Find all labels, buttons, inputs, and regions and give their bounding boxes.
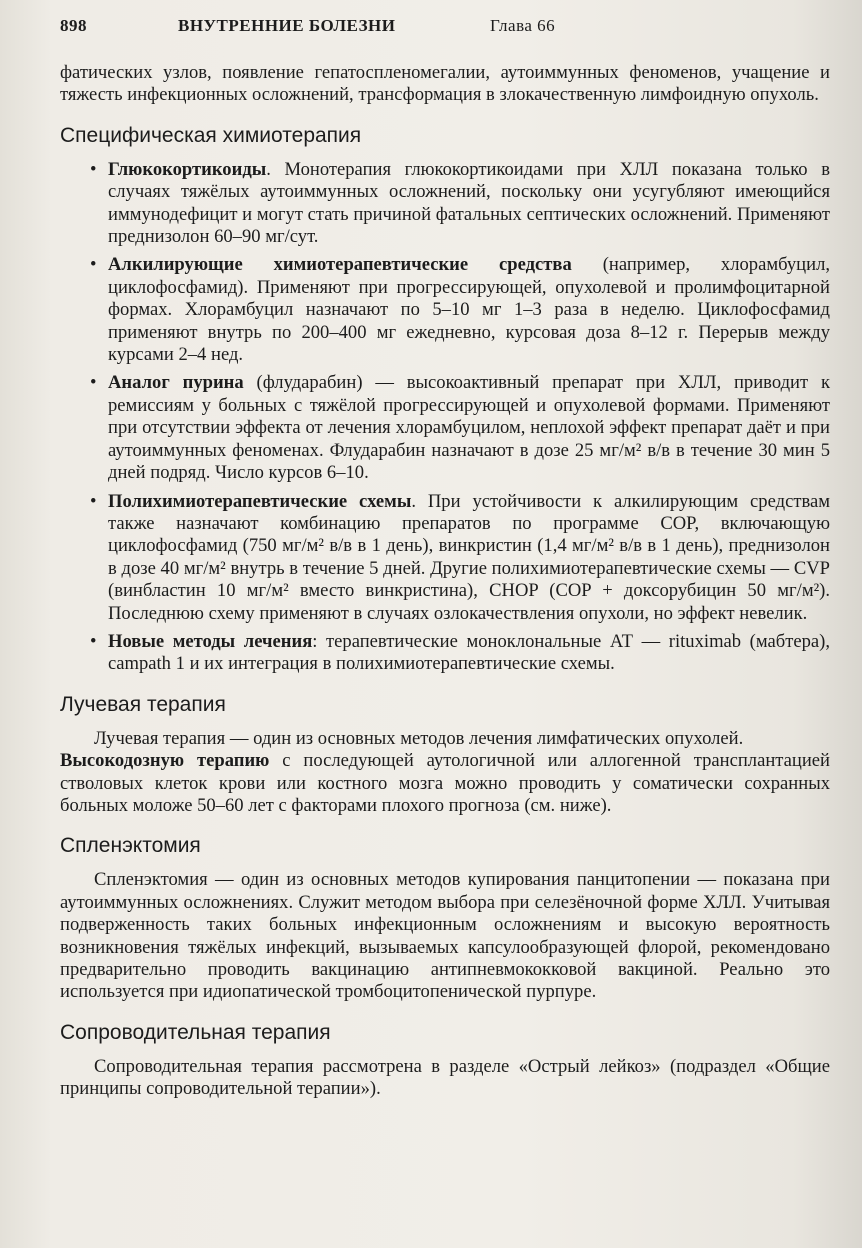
bullet-icon: • — [90, 490, 97, 512]
list-item — [60, 372, 830, 484]
item-text: . При устойчивости к алкилирующим средствам также назначают комбинацию препаратов по программе COP, включающую циклофосфамид (750 мг/м² в/в в 1 день), винкристин (1,4 мг/м² в/в в 1 день), преднизолон в дозе 40 мг/м² внутрь в течение 5 дней. Другие полихимиотерапевтические схемы — CVP (винбластин 10 мг/м² вместо винкристина), CHOP (COP + доксорубицин 50 мг/м²). Последнюю схему применяют в случаях озлокачествления опухоли, но эффект невелик. — [108, 490, 831, 624]
splenectomy-paragraph: Спленэктомия — один из основных методов купирования панцитопении — показана при аутоиммунных осложнениях. Служит методом выбора при селезёночной форме ХЛЛ. Учитывая подверженность таких больных инфекционным осложнениям и высокую вероятность возникновения тяжёлых инфекций, вызываемых капсулообразующей флорой, рекомендовано предварительно проводить вакцинацию антипневмококковой вакциной. Реально это используется при идиопатической тромбоцитопенической пурпуре. — [60, 869, 830, 1003]
section-title-supportive: Сопроводительная терапия — [60, 1020, 331, 1044]
item-term: Глюкокортикоиды — [108, 158, 267, 180]
list-item — [60, 491, 830, 625]
page-number: 898 — [60, 16, 87, 35]
intro-paragraph: фатических узлов, появление гепатоспленомегалии, аутоиммунных феноменов, учащение и тяжесть инфекционных осложнений, трансформация в злокачественную лимфоидную опухоль. — [60, 62, 830, 106]
bullet-icon: • — [90, 372, 97, 394]
page-body — [60, 62, 830, 1101]
list-item — [60, 159, 830, 249]
chapter-label: Глава 66 — [490, 16, 556, 35]
item-term: Новые методы лечения — [108, 630, 313, 652]
bullet-icon: • — [90, 158, 97, 180]
item-term: Аналог пурина — [108, 372, 244, 394]
item-text: (флударабин) — высокоактивный препарат при ХЛЛ, приводит к ремиссиям у больных с тяжёлой прогрессирующей и опухолевой формами. Применяют при отсутствии эффекта от лечения хлорамбуцилом, неплохой эффект препарат даёт и при аутоиммунных феноменах. Флударабин назначают в дозе 25 мг/м² в/в в течение 30 мин 5 дней подряд. Число курсов 6–10. — [108, 372, 830, 484]
chemotherapy-list — [60, 159, 830, 676]
section-title-splenectomy: Спленэктомия — [60, 834, 201, 858]
item-term: Полихимиотерапевтические схемы — [108, 490, 412, 512]
list-item — [60, 254, 830, 366]
item-text: (например, хлорамбуцил, циклофосфамид). Применяют при прогрессирующей, опухолевой и пролимфоцитарной формах. Хлорамбуцил назначают по 5–10 мг 1–3 раза в неделю. Циклофосфамид применяют внутрь по 200–400 мг ежедневно, курсовая доза 8–12 г. Перерыв между курсами 2–4 нед. — [108, 254, 830, 366]
section-title-radiation: Лучевая терапия — [60, 692, 226, 716]
bullet-icon: • — [90, 254, 97, 276]
radiation-paragraph-1: Лучевая терапия — один из основных методов лечения лимфатических опухолей. — [94, 727, 744, 749]
supportive-paragraph: Сопроводительная терапия рассмотрена в разделе «Острый лейкоз» (подраздел «Общие принципы сопроводительной терапии»). — [60, 1055, 830, 1100]
item-text: : терапевтические моноклональные АТ — rituximab (мабтера), campath 1 и их интеграция в полихимиотерапевтические схемы. — [108, 630, 830, 675]
running-title: ВНУТРЕННИЕ БОЛЕЗНИ — [178, 16, 396, 35]
bullet-icon: • — [90, 630, 97, 652]
item-text: . Монотерапия глюкокортикоидами при ХЛЛ показана только в случаях тяжёлых аутоиммунных осложнений, поскольку они усугубляют имеющийся иммунодефицит и могут стать причиной фатальных септических осложнений. Применяют преднизолон 60–90 мг/сут. — [108, 158, 830, 248]
page-header — [60, 16, 600, 40]
item-term: Алкилирующие химиотерапевтические средства — [108, 254, 572, 276]
list-item — [60, 631, 830, 676]
section-title-chemotherapy: Специфическая химиотерапия — [60, 123, 362, 147]
paragraph-text: с последующей аутологичной или аллогенной трансплантацией стволовых клеток крови или костного мозга можно проводить у соматически сохранных больных моложе 50–60 лет с факторами плохого прогноза (см. ниже). — [60, 750, 830, 816]
paragraph-term: Высокодозную терапию — [60, 750, 270, 772]
radiation-paragraph-2 — [60, 750, 830, 817]
